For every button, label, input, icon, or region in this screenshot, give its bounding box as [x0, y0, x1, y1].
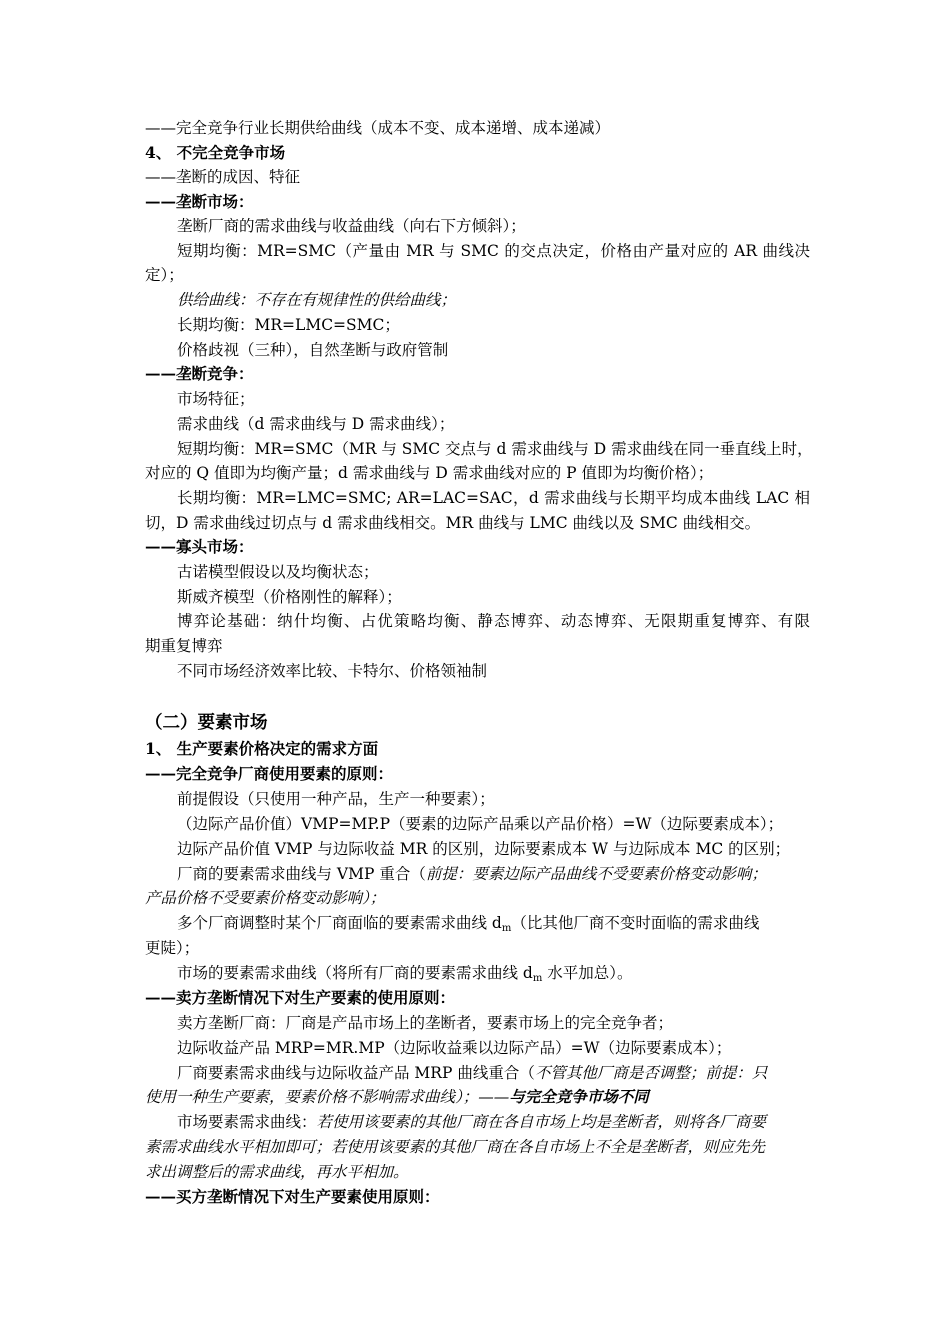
text-line: [177, 1110, 810, 1135]
text-line: 边际产品价值 VMP 与边际收益 MR 的区别，边际要素成本 W 与边际成本 MC 的区别；: [177, 840, 791, 858]
text-line: （边际产品价值）VMP=MP.P（要素的边际产品乘以产品价格）=W（边际要素成本）；: [177, 815, 784, 833]
text-span: 厂商的要素需求曲线与 VMP 重合（: [177, 865, 426, 883]
subsection-heading: ——买方垄断情况下对生产要素使用原则：: [145, 1187, 440, 1206]
text-line: 市场特征；: [177, 390, 255, 408]
italic-span: 前提：要素边际产品曲线不受要素价格变动影响；: [425, 865, 767, 883]
italic-span: 不管其他厂商是否调整；前提：只: [534, 1064, 768, 1082]
subsection-heading: ——垄断竞争：: [145, 364, 254, 383]
subsection-heading: ——垄断市场：: [145, 192, 254, 211]
text-line: [177, 1061, 810, 1086]
text-line: 对应的 Q 值即为均衡产量；d 需求曲线与 D 需求曲线对应的 P 值即为均衡价格）；: [145, 464, 714, 482]
text-line: 博弈论基础：纳什均衡、占优策略均衡、静态博弈、动态博弈、无限期重复博弈、有限: [177, 612, 810, 630]
text-line: 产品价格不受要素价格变动影响）；: [145, 889, 386, 907]
chapter-heading: （二）要素市场: [145, 713, 268, 733]
text-line: 短期均衡：MR=SMC（MR 与 SMC 交点与 d 需求曲线与 D 需求曲线在同一垂直线上时，: [177, 440, 813, 458]
section-heading: 1、 生产要素价格决定的需求方面: [145, 739, 379, 758]
text-line: [177, 911, 810, 936]
text-line: 素需求曲线水平相加即可；若使用该要素的其他厂商在各自市场上不全是垄断者，则应先先: [145, 1138, 766, 1156]
text-span: 市场要素需求曲线：: [177, 1113, 317, 1131]
text-line: 边际收益产品 MRP=MR.MP（边际收益乘以边际产品）=W（边际要素成本）；: [177, 1039, 732, 1057]
text-line: 供给曲线：不存在有规律性的供给曲线；: [177, 291, 457, 309]
text-line: 垄断厂商的需求曲线与收益曲线（向右下方倾斜）；: [177, 217, 526, 235]
text-span: （比其他厂商不变时面临的需求曲线: [511, 914, 760, 932]
text-span: 多个厂商调整时某个厂商面临的要素需求曲线 d: [177, 914, 502, 932]
text-line: [177, 862, 810, 887]
text-line: ——完全竞争行业长期供给曲线（成本不变、成本递增、成本递减）: [145, 119, 611, 137]
subsection-heading: ——寡头市场：: [145, 537, 254, 556]
italic-span: 使用一种生产要素，要素价格不影响需求曲线）；——: [145, 1088, 510, 1106]
text-line: 前提假设（只使用一种产品，生产一种要素）；: [177, 790, 495, 808]
text-line: 长期均衡：MR=LMC=SMC; AR=LAC=SAC，d 需求曲线与长期平均成本曲线 LAC 相: [177, 489, 810, 507]
text-line: 古诺模型假设以及均衡状态；: [177, 563, 379, 581]
text-line: 求出调整后的需求曲线，再水平相加。: [145, 1163, 409, 1181]
text-line: 切，D 需求曲线过切点与 d 需求曲线相交。MR 曲线与 LMC 曲线以及 SMC 曲线相交。: [145, 514, 761, 532]
text-line: ——垄断的成因、特征: [145, 168, 301, 186]
text-line: 价格歧视（三种），自然垄断与政府管制: [177, 341, 449, 359]
text-span: 市场的要素需求曲线（将所有厂商的要素需求曲线 d: [177, 964, 533, 982]
text-line: [145, 1085, 810, 1110]
text-line: 卖方垄断厂商：厂商是产品市场上的垄断者，要素市场上的完全竞争者；: [177, 1014, 674, 1032]
subsection-heading: ——卖方垄断情况下对生产要素的使用原则：: [145, 988, 456, 1007]
text-line: 不同市场经济效率比较、卡特尔、价格领袖制: [177, 662, 488, 680]
text-line: [177, 961, 810, 986]
text-line: 短期均衡：MR=SMC（产量由 MR 与 SMC 的交点决定，价格由产量对应的 AR 曲线决: [177, 242, 810, 260]
text-line: 期重复博弈: [145, 637, 223, 655]
text-span: 厂商要素需求曲线与边际收益产品 MRP 曲线重合（: [177, 1064, 535, 1082]
section-heading: 4、 不完全竞争市场: [145, 143, 286, 162]
text-span: 水平加总）。: [542, 964, 633, 982]
text-line: 定）；: [145, 266, 184, 284]
text-line: 更陡）；: [145, 939, 200, 957]
subsection-heading: ——完全竞争厂商使用要素的原则：: [145, 764, 394, 783]
bold-italic-span: 与完全竞争市场不同: [509, 1087, 649, 1106]
subscript: m: [532, 973, 543, 984]
italic-span: 若使用该要素的其他厂商在各自市场上均是垄断者，则将各厂商要: [316, 1113, 767, 1131]
text-line: 需求曲线（d 需求曲线与 D 需求曲线）；: [177, 415, 455, 433]
text-line: 长期均衡：MR=LMC=SMC；: [177, 316, 400, 334]
subscript: m: [501, 923, 512, 934]
text-line: 斯威齐模型（价格刚性的解释）；: [177, 588, 402, 606]
